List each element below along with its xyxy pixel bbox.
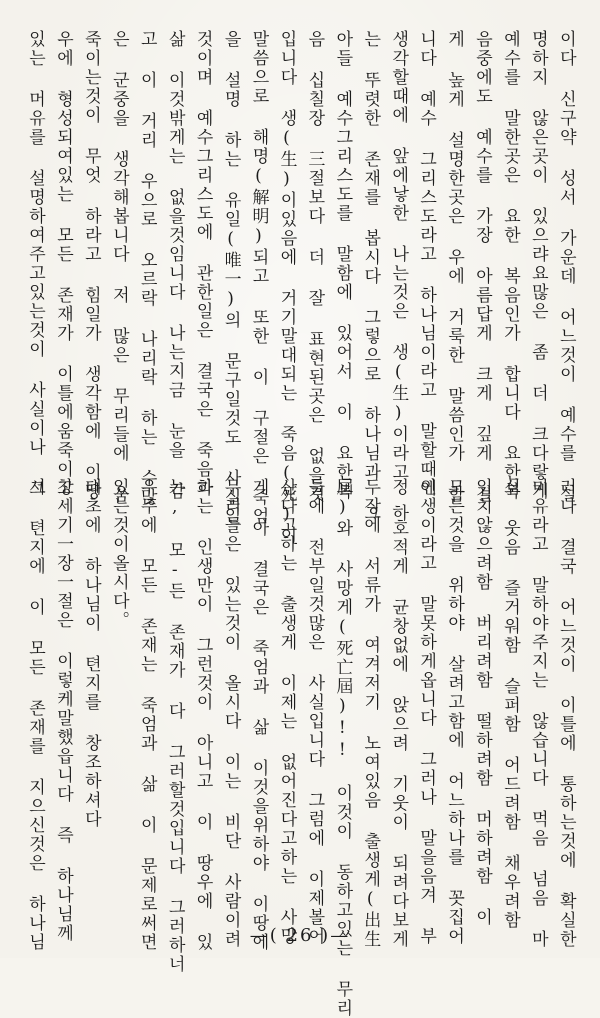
upper-text-column: 음 십칠장 三절보다 더 잘 표현된곳은 없을것	[304, 30, 325, 504]
lower-text-column: 정 호적게 균창없에 앉으려 기웃이 되려다보게	[388, 478, 409, 949]
upper-text-column: 예수를 말한곳은 요한 복음인가 합니다 요한복	[499, 30, 520, 501]
lower-text-column: 들에 전부일것많은 사실입니다 그럼에 이제볼어	[304, 478, 325, 946]
upper-text-column: 것이며 예수그리스도에 관한일은 결국은 죽음과	[192, 30, 213, 498]
lower-text-column: 우주에 모든 존재는 죽엄과 삶 이 문제로써면	[136, 478, 157, 952]
upper-text-column: 은 군중을 생각해봅니다 저 많은 무리들에 움	[108, 30, 129, 504]
lower-text-column: 입치않으려함 버리려함 떨하려함 머하려함 이	[472, 478, 492, 927]
upper-text-column: 이다 신구약 성서 가운데 어느것이 예수를 설	[555, 30, 576, 504]
lower-text-column: 미유라고 말하야주지는 않습니다 먹음 넘음 마	[527, 478, 548, 949]
lower-text-column: 심 웃음 즐거워함 슬퍼함 어드려함 채우려함	[499, 478, 520, 930]
upper-text-column: 게 높게 설명한곳은 우에 거룩한 말씀인가 함	[444, 30, 465, 504]
upper-text-column: 있는 머유를 설명하여주고있는것이 사실이나 그	[25, 30, 45, 498]
upper-text-column: 입니다 생(生)이있음에 거기말대되는 죽음(死)이	[276, 30, 297, 545]
upper-text-column: 고 이 거리 우으로 오르락 나리락 하는 수많	[136, 30, 157, 507]
upper-text-block	[25, 30, 576, 545]
upper-text-column: 음중에도 예수를 가장 아름답게 크게 깊게 길	[472, 30, 492, 504]
lower-text-column: 무리들은 있는것이 올시다 이는 비단 사람이려	[220, 478, 241, 949]
upper-text-column: 니다 예수 그리스도라고 하나님이라고 말할때에	[416, 30, 437, 498]
lower-text-column: 태초에 하나님이 텬지를 창조하셔다	[80, 478, 101, 829]
page-number: —( 26 )—	[249, 925, 351, 946]
upper-text-column: 말씀으로 해명(解明)되고 또한 이 구절은 죽엄	[248, 30, 269, 526]
upper-text-column: 생각할때에 앞에낳한 나는것은 생(生)이라고 하	[388, 30, 409, 523]
lower-text-column: 인생이라고 말못하게옵니다 그러나 말을음겨 부	[416, 478, 437, 946]
lower-text-column: 는, 모-든 존재가 다 그러할것입니다 그러하너	[164, 478, 185, 974]
upper-text-column: 죽이는것이 무엇 하라고 힘일가 생각함에 이땅	[80, 30, 101, 501]
lower-text-column: 있는것이올시다。	[108, 478, 129, 630]
upper-text-column: 우에 형성되여있는 모든 존재가 이틀에움죽이고	[52, 30, 73, 498]
lower-text-column: 모든것을 위하야 살려고함에 어느하나를 꼿집어	[444, 478, 465, 946]
lower-text-column: 러나 결국 어느것이 이틀에 통하는것에 확실한	[555, 478, 576, 949]
lower-text-column: 하는 인생만이 그런것이 아니고 이 땅우에 있	[192, 478, 213, 952]
lower-text-column: 게 아 결국은 죽엄과 삶 이것을위하야 이땅에	[248, 478, 269, 952]
upper-text-column: 명하지 않은곳이 있으랴요많은 좀 더 크다랗게	[527, 30, 548, 501]
upper-text-column: 는 뚜렷한 존재를 봅시다 그렇으로 하나님과 그	[360, 30, 381, 523]
upper-text-column: 아들 예수그리스도를 말함에 있어서 이 요한복	[332, 30, 353, 501]
lower-text-column: 두장에 서류가 여겨저기 노여있음 출생게(出生	[360, 478, 381, 949]
lower-text-column: 서 텬지에 이 모든 존재를 지으신것은 하나님	[25, 478, 45, 952]
lower-text-column: 창세기一장一절은 이렇케말했읍니다 즉 하나님께	[52, 478, 73, 943]
upper-text-column: 삶 이것밖게는 없을것임니다 나는지금 눈을 감	[164, 30, 185, 501]
upper-text-column: 을 설명 하는 유일(唯一)의 문구일것도 사실일	[220, 30, 241, 526]
lower-text-column: 산다고하는 출생게 이제는 없어진다고하는 사망	[276, 478, 297, 946]
lower-text-column: 屆)와 사망게(死亡屆)!! 이것이 동하고있는 무리	[332, 478, 353, 1018]
